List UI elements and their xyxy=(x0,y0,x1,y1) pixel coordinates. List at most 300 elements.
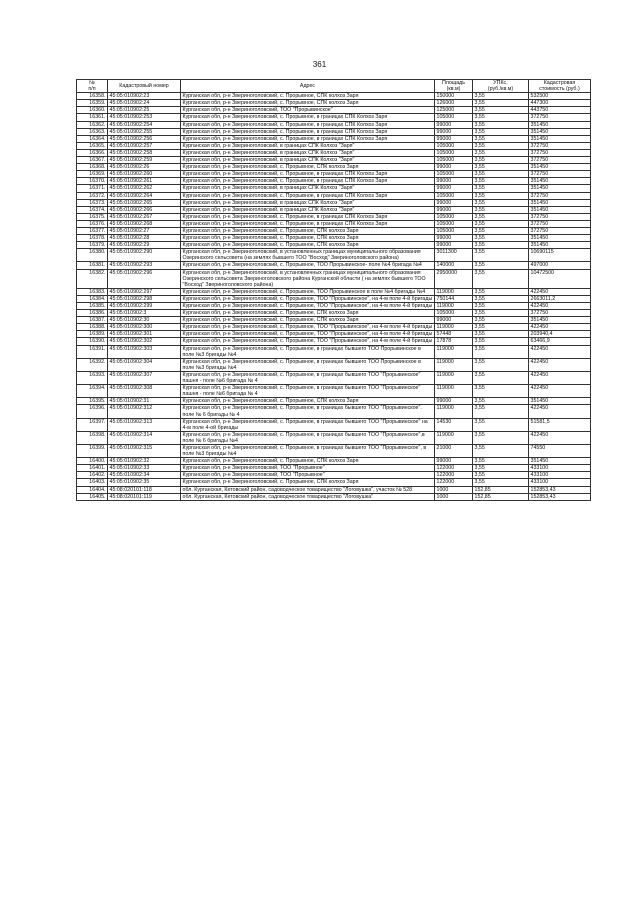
upks-cell: 3,55 xyxy=(473,242,529,249)
table-header-row xyxy=(77,80,591,93)
address-cell: Курганская обл, р-н Звериноголовский, с. Прорывное, СПК колхоз Заря xyxy=(181,235,435,242)
address-cell: Курганская обл, р-н Звериноголовский, с. Прорывное, в границах СПК Колхоз Заря xyxy=(181,135,435,142)
cadastral-number-cell: 45:05:010902:261 xyxy=(108,178,181,185)
area-cell: 122000 xyxy=(435,479,473,486)
table-row xyxy=(77,418,591,431)
area-cell: 105000 xyxy=(435,142,473,149)
table-row xyxy=(77,338,591,345)
cadastral-value-cell: 372750 xyxy=(529,142,591,149)
upks-cell: 3,55 xyxy=(473,371,529,384)
address-cell: Курганская обл, р-н Звериноголовский, с. Прорывное, в границах СПК Колхоз Заря xyxy=(181,171,435,178)
area-cell: 99000 xyxy=(435,128,473,135)
cadastral-number-cell: 45:05:010902:312 xyxy=(108,405,181,418)
cadastral-number-cell: 45:05:010902:28 xyxy=(108,235,181,242)
address-cell: Курганская обл, р-н Звериноголовский, ТОО "Прорывинское" xyxy=(181,107,435,114)
row-number-cell: 16361. xyxy=(77,114,108,121)
area-cell: 105000 xyxy=(435,310,473,317)
upks-cell: 3,55 xyxy=(473,288,529,295)
cadastral-number-cell: 45:05:010902:304 xyxy=(108,358,181,371)
upks-cell: 3,55 xyxy=(473,213,529,220)
cadastral-number-cell: 45:05:010902:298 xyxy=(108,295,181,302)
row-number-cell: 16381. xyxy=(77,262,108,269)
cadastral-value-cell: 351450 xyxy=(529,398,591,405)
cadastral-value-cell: 422450 xyxy=(529,345,591,358)
cadastral-value-cell: 422450 xyxy=(529,385,591,398)
cadastral-number-cell: 45:05:010902:290 xyxy=(108,249,181,262)
row-number-cell: 16405. xyxy=(77,493,108,500)
cadastral-value-cell: 372750 xyxy=(529,192,591,199)
address-cell: Курганская обл, р-н Звериноголовский, с. Прорывное, в границах СПК Колхоз Заря xyxy=(181,213,435,220)
upks-cell: 3,55 xyxy=(473,405,529,418)
table-row xyxy=(77,398,591,405)
cadastral-value-cell: 372750 xyxy=(529,149,591,156)
address-cell: Курганская обл, р-н Звериноголовский, с. Прорывное, в границах СПК Колхоз Заря xyxy=(181,114,435,121)
table-row xyxy=(77,135,591,142)
upks-cell: 3,55 xyxy=(473,235,529,242)
area-cell: 57448 xyxy=(435,331,473,338)
row-number-cell: 16360. xyxy=(77,107,108,114)
area-cell: 1000 xyxy=(435,486,473,493)
cadastral-value-cell: 203940,4 xyxy=(529,331,591,338)
area-cell: 99000 xyxy=(435,398,473,405)
cadastral-value-cell: 422450 xyxy=(529,358,591,371)
area-cell: 21000 xyxy=(435,444,473,457)
address-cell: Курганская обл, р-н Звериноголовский, с. Прорывное, СПК колхоз Заря xyxy=(181,317,435,324)
row-number-cell: 16379. xyxy=(77,242,108,249)
table-row xyxy=(77,157,591,164)
area-cell: 99000 xyxy=(435,199,473,206)
upks-cell: 3,55 xyxy=(473,249,529,262)
cadastral-number-cell: 45:05:010902:30 xyxy=(108,317,181,324)
row-number-cell: 16398. xyxy=(77,431,108,444)
row-number-cell: 16370. xyxy=(77,178,108,185)
upks-cell: 3,55 xyxy=(473,458,529,465)
upks-cell: 3,55 xyxy=(473,338,529,345)
upks-cell: 3,55 xyxy=(473,114,529,121)
cadastral-value-cell: 532500 xyxy=(529,93,591,100)
upks-cell: 3,55 xyxy=(473,227,529,234)
row-number-cell: 16359. xyxy=(77,100,108,107)
cadastral-number-cell: 45:05:010902:255 xyxy=(108,128,181,135)
address-cell: Курганская обл, р-н Звериноголовский, с. Прорывное, СПК колхоз Заря xyxy=(181,227,435,234)
row-number-cell: 16387. xyxy=(77,317,108,324)
address-cell: Курганская обл, р-н Звериноголовский, в границах СПК Колхоз "Заря" xyxy=(181,206,435,213)
address-cell: Курганская обл, р-н Звериноголовский, с. Прорывное, в границах бывшего ТОО Прорывинское в поле №3 бригады №4 xyxy=(181,345,435,358)
table-row xyxy=(77,331,591,338)
table-row xyxy=(77,295,591,302)
table-row xyxy=(77,206,591,213)
row-number-cell: 16363. xyxy=(77,128,108,135)
table-row xyxy=(77,486,591,493)
area-cell: 105000 xyxy=(435,157,473,164)
area-cell: 125000 xyxy=(435,107,473,114)
upks-cell: 3,55 xyxy=(473,385,529,398)
area-cell: 105000 xyxy=(435,213,473,220)
cadastral-number-cell: 45:05:010902:308 xyxy=(108,385,181,398)
cadastral-value-cell: 351450 xyxy=(529,164,591,171)
row-number-cell: 16364. xyxy=(77,135,108,142)
row-number-cell: 16366. xyxy=(77,149,108,156)
cadastral-value-cell: 372750 xyxy=(529,220,591,227)
cadastral-value-cell: 10690115 xyxy=(529,249,591,262)
row-number-cell: 16371. xyxy=(77,185,108,192)
upks-cell: 3,55 xyxy=(473,135,529,142)
table-row xyxy=(77,431,591,444)
table-row xyxy=(77,479,591,486)
cadastral-value-cell: 351450 xyxy=(529,128,591,135)
table-row xyxy=(77,493,591,500)
address-cell: Курганская обл, р-н Звериноголовский, с. Прорывное, ТОО "Прорывинское", на 4-м поле 4-й бригады xyxy=(181,331,435,338)
cadastral-number-cell: 45:05:010902:315 xyxy=(108,444,181,457)
upks-cell: 3,55 xyxy=(473,418,529,431)
upks-cell: 3,55 xyxy=(473,157,529,164)
table-row xyxy=(77,269,591,288)
address-cell: Курганская обл, р-н Звериноголовский, в установленных границах муниципального образования Озеринского сельсовета Звериноголовского района Курганской области ( на землях бывшего ТОО "Восход" Звериноголовского района) xyxy=(181,269,435,288)
cadastral-value-cell: 447300 xyxy=(529,100,591,107)
table-row xyxy=(77,178,591,185)
area-cell: 99000 xyxy=(435,242,473,249)
table-row xyxy=(77,235,591,242)
address-cell: Курганская обл, р-н Звериноголовский, с. Прорывное, ТОО "Прорывинское", на 4-м поле 4-й бригады xyxy=(181,295,435,302)
header-number: № п/п xyxy=(77,80,108,93)
row-number-cell: 16373. xyxy=(77,199,108,206)
cadastral-number-cell: 45:05:010902:302 xyxy=(108,338,181,345)
row-number-cell: 16369. xyxy=(77,171,108,178)
row-number-cell: 16365. xyxy=(77,142,108,149)
area-cell: 99000 xyxy=(435,164,473,171)
cadastral-number-cell: 45:05:010902:32 xyxy=(108,458,181,465)
cadastral-value-cell: 433100 xyxy=(529,472,591,479)
address-cell: Курганская обл, р-н Звериноголовский, с. Прорывное, СПК колхоз Заря xyxy=(181,398,435,405)
cadastral-value-cell: 152853,43 xyxy=(529,493,591,500)
row-number-cell: 16396. xyxy=(77,405,108,418)
upks-cell: 3,55 xyxy=(473,358,529,371)
cadastral-number-cell: 45:05:010902:313 xyxy=(108,418,181,431)
area-cell: 119000 xyxy=(435,405,473,418)
cadastral-number-cell: 45:05:010902:257 xyxy=(108,142,181,149)
address-cell: Курганская обл, р-н Звериноголовский, с. Прорывное, в границах бывшего ТОО "Прорывинское" на 4-м поле 4-ой бригады xyxy=(181,418,435,431)
area-cell: 99000 xyxy=(435,235,473,242)
row-number-cell: 16382. xyxy=(77,269,108,288)
table-row xyxy=(77,458,591,465)
cadastral-value-cell: 372750 xyxy=(529,227,591,234)
header-area: Площадь (кв.м) xyxy=(435,80,473,93)
area-cell: 119000 xyxy=(435,288,473,295)
table-row xyxy=(77,385,591,398)
cadastral-value-cell: 443750 xyxy=(529,107,591,114)
cadastral-value-cell: 433100 xyxy=(529,465,591,472)
area-cell: 105000 xyxy=(435,227,473,234)
cadastral-value-cell: 372750 xyxy=(529,157,591,164)
row-number-cell: 16402. xyxy=(77,472,108,479)
upks-cell: 3,55 xyxy=(473,128,529,135)
upks-cell: 3,55 xyxy=(473,93,529,100)
cadastral-value-cell: 152853,43 xyxy=(529,486,591,493)
cadastral-number-cell: 45:05:010902:24 xyxy=(108,100,181,107)
upks-cell: 3,55 xyxy=(473,345,529,358)
row-number-cell: 16390. xyxy=(77,338,108,345)
table-row xyxy=(77,405,591,418)
address-cell: Курганская обл, р-н Звериноголовский, с. Прорывное, ТОО Прорывинское в поле №4 бригады №4 xyxy=(181,288,435,295)
cadastral-value-cell: 351450 xyxy=(529,317,591,324)
cadastral-value-cell: 433100 xyxy=(529,479,591,486)
cadastral-value-cell: 422450 xyxy=(529,303,591,310)
page-number: 361 xyxy=(312,60,327,69)
area-cell: 119000 xyxy=(435,345,473,358)
row-number-cell: 16362. xyxy=(77,121,108,128)
table-row xyxy=(77,128,591,135)
upks-cell: 3,55 xyxy=(473,479,529,486)
cadastral-number-cell: 45:05:010902:29 xyxy=(108,242,181,249)
cadastral-number-cell: 45:05:010902:258 xyxy=(108,149,181,156)
cadastral-number-cell: 45:05:010902:33 xyxy=(108,465,181,472)
area-cell: 99000 xyxy=(435,178,473,185)
address-cell: Курганская обл, р-н Звериноголовский, в границах СПК Колхоз "Заря" xyxy=(181,185,435,192)
cadastral-number-cell: 45:05:010902:297 xyxy=(108,288,181,295)
area-cell: 105000 xyxy=(435,171,473,178)
table-row xyxy=(77,199,591,206)
row-number-cell: 16376. xyxy=(77,220,108,227)
row-number-cell: 16375. xyxy=(77,213,108,220)
upks-cell: 152,85 xyxy=(473,493,529,500)
address-cell: Курганская обл, р-н Звериноголовский, с. Прорывное, СПК колхоз Заря xyxy=(181,458,435,465)
area-cell: 105000 xyxy=(435,149,473,156)
upks-cell: 3,55 xyxy=(473,444,529,457)
address-cell: Курганская обл, р-н Звериноголовский, с. Прорывное, в границах бывшего ТОО Прорывинское в поле №3 бригады №4 xyxy=(181,358,435,371)
upks-cell: 3,55 xyxy=(473,100,529,107)
table-row xyxy=(77,149,591,156)
cadastral-number-cell: 45:05:010902:264 xyxy=(108,192,181,199)
cadastral-value-cell: 422450 xyxy=(529,324,591,331)
area-cell: 3011300 xyxy=(435,249,473,262)
cadastral-number-cell: 45:05:010902:27 xyxy=(108,227,181,234)
cadastral-value-cell: 351450 xyxy=(529,121,591,128)
table-row xyxy=(77,220,591,227)
upks-cell: 3,55 xyxy=(473,185,529,192)
cadastral-number-cell: 45:05:010902:303 xyxy=(108,345,181,358)
cadastral-value-cell: 74550 xyxy=(529,444,591,457)
table-row xyxy=(77,262,591,269)
cadastral-value-cell: 422450 xyxy=(529,288,591,295)
upks-cell: 3,55 xyxy=(473,310,529,317)
cadastral-value-cell: 351450 xyxy=(529,185,591,192)
header-cadastral-number: Кадастровый номер xyxy=(108,80,181,93)
area-cell: 150000 xyxy=(435,93,473,100)
address-cell: Курганская обл, р-н Звериноголовский, ТОО "Прорывное" xyxy=(181,472,435,479)
area-cell: 1000 xyxy=(435,493,473,500)
cadastral-number-cell: 45:05:010902:299 xyxy=(108,303,181,310)
table-row xyxy=(77,345,591,358)
row-number-cell: 16368. xyxy=(77,164,108,171)
row-number-cell: 16399. xyxy=(77,444,108,457)
address-cell: Курганская обл, р-н Звериноголовский, с. Прорывное, ТОО "Прорывинское", на 4-м поле 4-й бригады xyxy=(181,324,435,331)
cadastral-number-cell: 45:05:010902:265 xyxy=(108,199,181,206)
row-number-cell: 16374. xyxy=(77,206,108,213)
area-cell: 119000 xyxy=(435,371,473,384)
upks-cell: 3,55 xyxy=(473,206,529,213)
table-row xyxy=(77,121,591,128)
address-cell: Курганская обл, р-н Звериноголовский, в установленных границах муниципального образования Озеринского сельсовета (на землях бывшего ТОО "Восход" Звериноголовского района) xyxy=(181,249,435,262)
area-cell: 105000 xyxy=(435,220,473,227)
cadastral-value-cell: 10472500 xyxy=(529,269,591,288)
header-cadastral-value: Кадастровая стоимость (руб.) xyxy=(529,80,591,93)
cadastral-value-cell: 497000 xyxy=(529,262,591,269)
row-number-cell: 16383. xyxy=(77,288,108,295)
area-cell: 99000 xyxy=(435,121,473,128)
table-row xyxy=(77,317,591,324)
row-number-cell: 16367. xyxy=(77,157,108,164)
area-cell: 119000 xyxy=(435,324,473,331)
table-row xyxy=(77,185,591,192)
address-cell: Курганская обл, р-н Звериноголовский, с. Прорывное, СПК колхоз Заря xyxy=(181,164,435,171)
header-address: Адрес xyxy=(181,80,435,93)
cadastral-number-cell: 45:05:010902:259 xyxy=(108,157,181,164)
address-cell: Курганская обл, р-н Звериноголовский, с. Прорывное, в границах СПК Колхоз Заря xyxy=(181,121,435,128)
upks-cell: 3,55 xyxy=(473,465,529,472)
cadastral-value-cell: 372750 xyxy=(529,310,591,317)
table-row xyxy=(77,93,591,100)
upks-cell: 152,85 xyxy=(473,486,529,493)
cadastral-number-cell: 45:05:010902:267 xyxy=(108,213,181,220)
cadastral-number-cell: 45:05:010902:26 xyxy=(108,164,181,171)
area-cell: 126000 xyxy=(435,100,473,107)
cadastral-value-cell: 351450 xyxy=(529,458,591,465)
address-cell: Курганская обл, р-н Звериноголовский, ТОО "Прорывное" xyxy=(181,465,435,472)
upks-cell: 3,55 xyxy=(473,142,529,149)
address-cell: Курганская обл, р-н Звериноголовский, с. Прорывное, СПК колхоз Заря xyxy=(181,93,435,100)
cadastral-value-cell: 422450 xyxy=(529,371,591,384)
table-row xyxy=(77,192,591,199)
address-cell: Курганская обл, р-н Звериноголовский, в границах СПК Колхоз "Заря" xyxy=(181,149,435,156)
table-row xyxy=(77,371,591,384)
table-row xyxy=(77,107,591,114)
table-row xyxy=(77,444,591,457)
cadastral-value-cell: 422450 xyxy=(529,431,591,444)
cadastral-number-cell: 45:05:010902:296 xyxy=(108,269,181,288)
cadastral-number-cell: 45:05:010902:262 xyxy=(108,185,181,192)
address-cell: Курганская обл, р-н Звериноголовский, с. Прорывное, СПК колхоз Заря xyxy=(181,479,435,486)
cadastral-value-cell: 2663011,2 xyxy=(529,295,591,302)
row-number-cell: 16391. xyxy=(77,345,108,358)
cadastral-number-cell: 45:05:010902:300 xyxy=(108,324,181,331)
header-upks: УПКс. (руб./кв.м) xyxy=(473,80,529,93)
area-cell: 122000 xyxy=(435,465,473,472)
area-cell: 99000 xyxy=(435,185,473,192)
upks-cell: 3,55 xyxy=(473,431,529,444)
area-cell: 750144 xyxy=(435,295,473,302)
upks-cell: 3,55 xyxy=(473,317,529,324)
row-number-cell: 16394. xyxy=(77,385,108,398)
area-cell: 105000 xyxy=(435,192,473,199)
table-row xyxy=(77,100,591,107)
address-cell: Курганская обл, р-н Звериноголовский, с. Прорывное, СПК колхоз Заря xyxy=(181,242,435,249)
address-cell: Курганская обл, р-н Звериноголовский, с. Прорывное, в границах СПК Колхоз Заря xyxy=(181,192,435,199)
row-number-cell: 16380. xyxy=(77,249,108,262)
upks-cell: 3,55 xyxy=(473,398,529,405)
address-cell: Курганская обл, р-н Звериноголовский, с. Прорывное, ТОО "Прорывинское", на 4-м поле 4-й бригады xyxy=(181,338,435,345)
cadastral-number-cell: 45:08:020101:118 xyxy=(108,486,181,493)
area-cell: 119000 xyxy=(435,385,473,398)
table-row xyxy=(77,142,591,149)
area-cell: 2950000 xyxy=(435,269,473,288)
table-row xyxy=(77,303,591,310)
table-row xyxy=(77,324,591,331)
upks-cell: 3,55 xyxy=(473,178,529,185)
area-cell: 119000 xyxy=(435,431,473,444)
cadastral-number-cell: 45:05:010902:268 xyxy=(108,220,181,227)
row-number-cell: 16389. xyxy=(77,331,108,338)
cadastral-number-cell: 45:05:010902:31 xyxy=(108,398,181,405)
cadastral-value-cell: 351450 xyxy=(529,199,591,206)
row-number-cell: 16378. xyxy=(77,235,108,242)
area-cell: 122000 xyxy=(435,472,473,479)
cadastral-number-cell: 45:05:010902:25 xyxy=(108,107,181,114)
row-number-cell: 16388. xyxy=(77,324,108,331)
address-cell: Курганская обл, р-н Звериноголовский, с. Прорывное, в границах СПК Колхоз Заря xyxy=(181,178,435,185)
row-number-cell: 16400. xyxy=(77,458,108,465)
row-number-cell: 16386. xyxy=(77,310,108,317)
address-cell: Курганская обл, р-н Звериноголовский, с. Прорывное, в границах бывшего ТОО "Прорывинское" пашня - поле №6 бригада № 4 xyxy=(181,385,435,398)
address-cell: Курганская обл, р-н Звериноголовский, с. Прорывное, ТОО "Прорывинское", на 4-м поле 4-й бригады xyxy=(181,303,435,310)
cadastral-number-cell: 45:08:020101:119 xyxy=(108,493,181,500)
upks-cell: 3,55 xyxy=(473,262,529,269)
cadastral-number-cell: 45:05:010902:266 xyxy=(108,206,181,213)
upks-cell: 3,55 xyxy=(473,192,529,199)
table-row xyxy=(77,472,591,479)
upks-cell: 3,55 xyxy=(473,199,529,206)
table-row xyxy=(77,249,591,262)
row-number-cell: 16393. xyxy=(77,371,108,384)
row-number-cell: 16384. xyxy=(77,295,108,302)
address-cell: Курганская обл, р-н Звериноголовский, с. Прорывное, СПК колхоз Заря xyxy=(181,100,435,107)
address-cell: Курганская обл, р-н Звериноголовский, с. Прорывное, в границах СПК Колхоз Заря xyxy=(181,220,435,227)
cadastral-value-cell: 351450 xyxy=(529,178,591,185)
upks-cell: 3,55 xyxy=(473,295,529,302)
area-cell: 17878 xyxy=(435,338,473,345)
address-cell: обл. Курганская, Кетовский район, садоводческое товарищество "Логовушка" xyxy=(181,493,435,500)
cadastral-number-cell: 45:05:010902:3 xyxy=(108,310,181,317)
table-row xyxy=(77,465,591,472)
row-number-cell: 16404. xyxy=(77,486,108,493)
cadastral-number-cell: 45:05:010902:35 xyxy=(108,479,181,486)
cadastral-number-cell: 45:05:010902:293 xyxy=(108,262,181,269)
area-cell: 119000 xyxy=(435,303,473,310)
upks-cell: 3,55 xyxy=(473,149,529,156)
table-row xyxy=(77,242,591,249)
cadastral-value-cell: 372750 xyxy=(529,213,591,220)
address-cell: Курганская обл, р-н Звериноголовский, с. Прорывное, СПК колхоз Заря xyxy=(181,310,435,317)
address-cell: обл. Курганская, Кетовский район, садоводческое товарищество "Логовушка", участок № 528 xyxy=(181,486,435,493)
row-number-cell: 16358. xyxy=(77,93,108,100)
cadastral-number-cell: 45:05:010902:34 xyxy=(108,472,181,479)
cadastral-value-cell: 351450 xyxy=(529,206,591,213)
cadastral-number-cell: 45:05:010902:254 xyxy=(108,121,181,128)
area-cell: 105000 xyxy=(435,114,473,121)
upks-cell: 3,55 xyxy=(473,303,529,310)
table-row xyxy=(77,171,591,178)
address-cell: Курганская обл, р-н Звериноголовский, с. Прорывное, в границах бывшего ТОО "Прорывинское",в поле № 6 бригады №4 xyxy=(181,431,435,444)
address-cell: Курганская обл, р-н Звериноголовский, в границах СПК Колхоз "Заря" xyxy=(181,199,435,206)
cadastral-number-cell: 45:05:010902:23 xyxy=(108,93,181,100)
upks-cell: 3,55 xyxy=(473,324,529,331)
area-cell: 99000 xyxy=(435,317,473,324)
area-cell: 99000 xyxy=(435,458,473,465)
cadastral-value-cell: 372750 xyxy=(529,171,591,178)
area-cell: 140000 xyxy=(435,262,473,269)
address-cell: Курганская обл, р-н Звериноголовский, в границах СПК Колхоз "Заря" xyxy=(181,157,435,164)
area-cell: 99000 xyxy=(435,206,473,213)
row-number-cell: 16403. xyxy=(77,479,108,486)
